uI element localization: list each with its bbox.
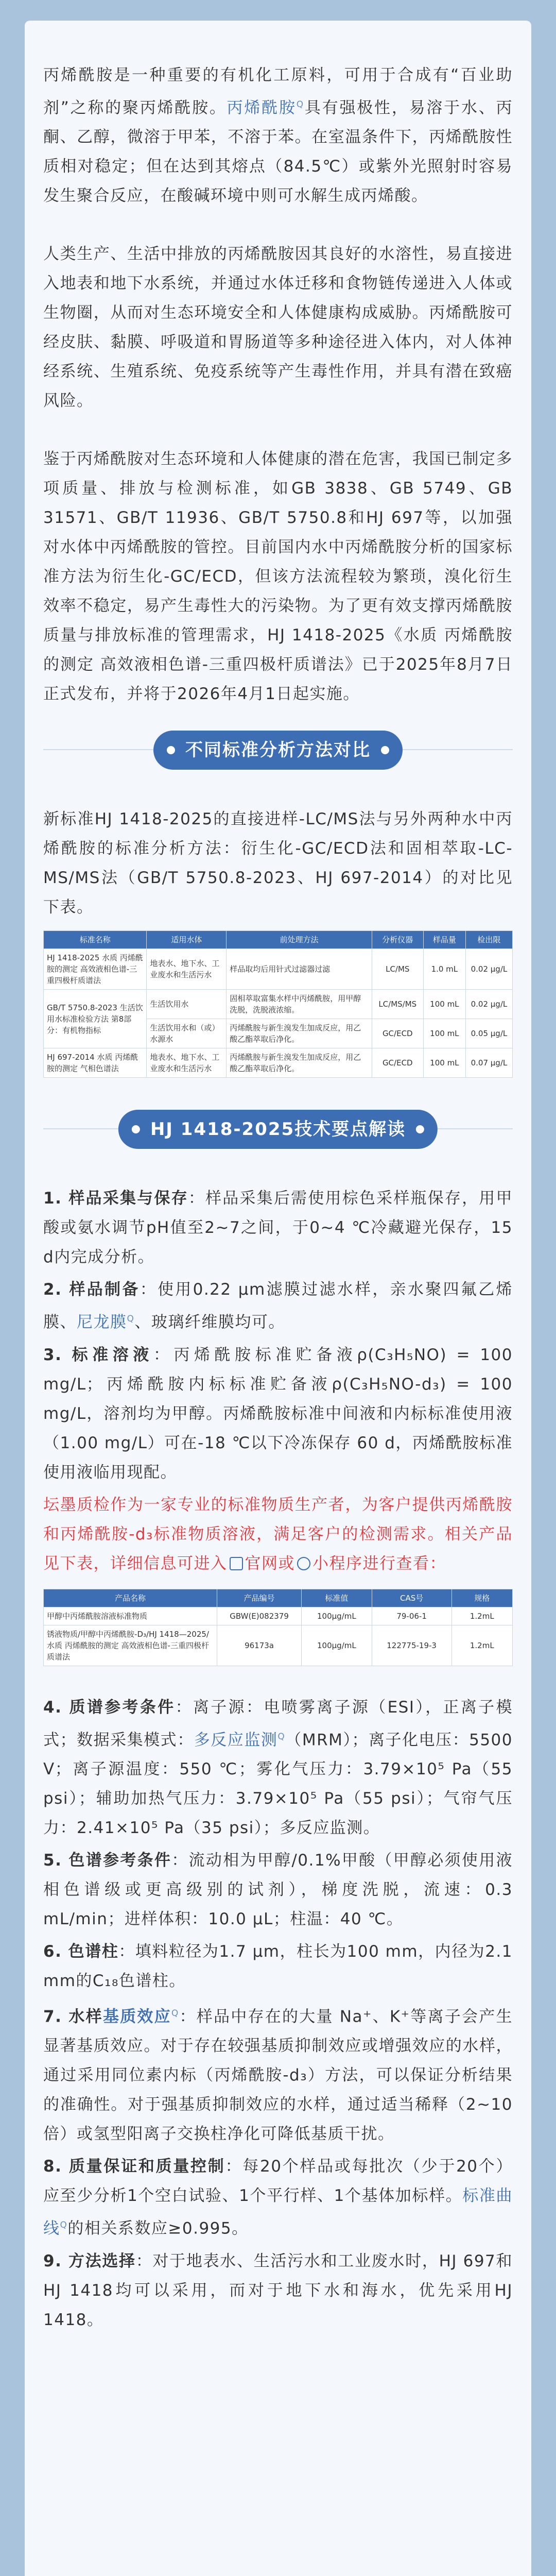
table-cell: GBW(E)082379 — [217, 1607, 302, 1625]
method-comparison-table — [43, 930, 513, 1078]
nylon-membrane-link[interactable]: 尼龙膜 — [77, 1313, 127, 1332]
table-cell: LC/MS — [372, 949, 423, 990]
table-row — [44, 990, 513, 1019]
table-row — [44, 949, 513, 990]
table-header-row — [44, 1589, 513, 1607]
table-row — [44, 1048, 513, 1078]
intro-paragraph-2: 人类生产、生活中排放的丙烯酰胺因其良好的水溶性，易直接进入地表和地下水系统，并通过水体迁移和食物链传递进入人体或生物圈，从而对生态环境安全和人体健康构成威胁。丙烯酰胺可经皮肤、黏膜、呼吸道和胃肠道等多种途径进入体内，对人体神经系统、生殖系统、免疫系统等产生毒性作用，并具有潜在致癌风险。 — [43, 245, 513, 411]
table-cell: 丙烯酰胺与新生溴发生加成反应，用乙酸乙酯萃取后净化。 — [227, 1019, 372, 1048]
product-table — [43, 1589, 513, 1666]
table-cell: 1.2mL — [451, 1625, 512, 1666]
mrm-link[interactable]: 多反应监测 — [194, 1730, 278, 1749]
section-title: 不同标准分析方法对比 — [153, 731, 403, 770]
table-cell: 样品取均后用针式过滤器过滤 — [227, 949, 372, 990]
search-icon: Q — [127, 1314, 135, 1325]
table-cell: GC/ECD — [372, 1019, 423, 1048]
table-cell: 丙烯酰胺与新生溴发生加成反应，用乙酸乙酯萃取后净化。 — [227, 1048, 372, 1078]
table-header: 标准名称 — [44, 931, 147, 949]
table-header: 分析仪器 — [372, 931, 423, 949]
point-qa-qc: 8. 质量保证和质量控制：每20个样品或每批次（少于20个）应至少分析1个空白试验、1个平行样、1个基体加标样。标准曲线$^Q$的相关系数应≥0.995。 — [43, 2157, 513, 2238]
point-sample-collection: 1. 样品采集与保存：样品采集后需使用棕色采样瓶保存，用甲酸或氨水调节pH值至2~7之间，于0~4 ℃冷藏避光保存，15 d内完成分析。 — [43, 1189, 513, 1267]
table-header: 前处理方法 — [227, 931, 372, 949]
table-header: 检出限 — [465, 931, 512, 949]
table-cell: HJ 697-2014 水质 丙烯酰胺的测定 气相色谱法 — [44, 1048, 147, 1078]
table-cell: 100μg/mL — [302, 1607, 372, 1625]
section-header-2 — [43, 1098, 513, 1160]
table-cell: 100 mL — [423, 1048, 465, 1078]
table-header: 产品名称 — [44, 1589, 217, 1607]
table-cell: 0.02 μg/L — [465, 990, 512, 1019]
section-header-1 — [43, 719, 513, 781]
section-title: HJ 1418-2025技术要点解读 — [118, 1110, 438, 1149]
table-cell: 地表水、地下水、工业废水和生活污水 — [147, 949, 227, 990]
table-header: CAS号 — [372, 1589, 451, 1607]
intro-paragraph-3: 鉴于丙烯酰胺对生态环境和人体健康的潜在危害，我国已制定多项质量、排放与检测标准，如GB 3838、GB 5749、GB 31571、GB/T 11936、GB/T 5750.8和HJ 697等，以加强对水体中丙烯酰胺的管控。目前国内水中丙烯酰胺分析的国家标准方法为衍生化-GC/ECD，但该方法流程较为繁琐，溴化衍生效率不稳定，易产生毒性大的污染物。为了更有效支撑丙烯酰胺质量与排放标准的管理需求，HJ 1418-2025《水质 丙烯酰胺的测定 高效液相色谱-三重四极杆质谱法》已于2025年8月7日正式发布，并将于2026年4月1日起实施。 — [43, 450, 513, 704]
mini-program-icon[interactable] — [297, 1557, 310, 1570]
table-cell: 100 mL — [423, 990, 465, 1019]
table-cell: 1.0 mL — [423, 949, 465, 990]
table-cell: 生活饮用水和（或）水源水 — [147, 1019, 227, 1048]
table-header: 适用水体 — [147, 931, 227, 949]
table-header-row — [44, 931, 513, 949]
table-header: 产品编号 — [217, 1589, 302, 1607]
search-icon: Q — [171, 2008, 179, 2019]
table-cell: 0.05 μg/L — [465, 1019, 512, 1048]
table-cell: GC/ECD — [372, 1048, 423, 1078]
search-icon: Q — [277, 1731, 286, 1742]
table-row — [44, 1625, 513, 1666]
table-header: 标准值 — [302, 1589, 372, 1607]
table-cell: 固相萃取富集水样中丙烯酰胺，用甲醇洗脱，洗脱液浓缩。 — [227, 990, 372, 1019]
table-cell: HJ 1418-2025 水质 丙烯酰胺的测定 高效液相色谱-三重四极杆质谱法 — [44, 949, 147, 990]
table-cell: 96173a — [217, 1625, 302, 1666]
table-cell: GB/T 5750.8-2023 生活饮用水标准检验方法 第8部分：有机物指标 — [44, 990, 147, 1048]
section1-intro: 新标准HJ 1418-2025的直接进样-LC/MS法与另外两种水中丙烯酰胺的标准分析方法：衍生化-GC/ECD法和固相萃取-LC-MS/MS法（GB/T 5750.8-2023、HJ 697-2014）的对比见下表。 — [43, 810, 513, 917]
intro-paragraph-1: 丙烯酰胺是一种重要的有机化工原料，可用于合成有“百业助剂”之称的聚丙烯酰胺。丙烯酰胺$^Q$具有强极性，易溶于水、丙酮、乙醇，微溶于甲苯，不溶于苯。在室温条件下，丙烯酰胺性质相对稳定；但在达到其熔点（84.5℃）或紫外光照射时容易发生聚合反应，在酸碱环境中则可水解生成丙烯酸。 — [43, 66, 513, 206]
promo-paragraph: 坛墨质检作为一家专业的标准物质生产者，为客户提供丙烯酰胺和丙烯酰胺-d₃标准物质溶液，满足客户的检测需求。相关产品见下表，详细信息可进入 官网或 小程序进行查看： — [43, 1495, 513, 1573]
table-row — [44, 1607, 513, 1625]
search-icon: Q — [60, 2220, 68, 2231]
table-cell: 122775-19-3 — [372, 1625, 451, 1666]
point-method-selection: 9. 方法选择：对于地表水、生活污水和工业废水时，HJ 697和HJ 1418均可以采用，而对于地下水和海水，优先采用HJ 1418。 — [43, 2251, 513, 2329]
table-cell: 100μg/mL — [302, 1625, 372, 1666]
table-cell: 锈液物质/甲醇中丙烯酰胺-D₃/HJ 1418—2025/水质 丙烯酰胺的测定 高效液相色谱-三重四极杆质谱法 — [44, 1625, 217, 1666]
matrix-effect-link[interactable]: 基质效应 — [102, 2007, 171, 2026]
table-cell: 0.07 μg/L — [465, 1048, 512, 1078]
point-matrix-effect: 7. 水样基质效应$^Q$：样品中存在的大量 Na⁺、K⁺等离子会产生显著基质效应。对于存在较强基质抑制效应或增强效应的水样，通过采用同位素内标（丙烯酰胺-d₃）方法，可以保证分析结果的准确性。对于强基质抑制效应的水样，通过适当稀释（2~10 倍）或氢型阳离子交换柱净化可降低基质干扰。 — [43, 2007, 513, 2144]
table-cell: 1.2mL — [451, 1607, 512, 1625]
article-content — [43, 61, 513, 2338]
table-header: 规格 — [451, 1589, 512, 1607]
point-ms-conditions: 4. 质谱参考条件：离子源：电喷雾离子源（ESI），正离子模式；数据采集模式：多反应监测$^Q$（MRM）；离子化电压：5500 V；离子源温度：550 ℃；雾化气压力：3.79×10⁵ Pa（55 psi）；辅助加热气压力：3.79×10⁵ Pa（55 psi）；气帘气压力：2.41×10⁵ Pa（35 psi）；多反应监测。 — [43, 1698, 513, 1837]
table-cell: 0.02 μg/L — [465, 949, 512, 990]
point-sample-preparation: 2. 样品制备：使用0.22 μm滤膜过滤水样，亲水聚四氟乙烯膜、尼龙膜$^Q$、玻璃纤维膜均可。 — [43, 1280, 513, 1332]
table-cell: 生活饮用水 — [147, 990, 227, 1019]
point-lc-conditions: 5. 色谱参考条件：流动相为甲醇/0.1%甲酸（甲醇必须使用液相色谱级或更高级别的试剂），梯度洗脱，流速：0.3 mL/min；进样体积：10.0 μL；柱温：40 ℃。 — [43, 1851, 513, 1928]
table-cell: 79-06-1 — [372, 1607, 451, 1625]
table-cell: LC/MS/MS — [372, 990, 423, 1019]
table-cell: 甲醇中丙烯酰胺溶液标准物质 — [44, 1607, 217, 1625]
point-standard-solution: 3. 标准溶液：丙烯酰胺标准贮备液ρ(C₃H₅NO) = 100 mg/L；丙烯酰胺内标标准贮备液ρ(C₃H₅NO-d₃) = 100 mg/L，溶剂均为甲醇。丙烯酰胺标准中间液和内标标准使用液（1.00 mg/L）可在-18 ℃以下冷冻保存 60 d，丙烯酰胺标准使用液临用现配。 — [43, 1345, 513, 1482]
table-header: 样品量 — [423, 931, 465, 949]
point-column: 6. 色谱柱：填料粒径为1.7 μm，柱长为100 mm，内径为2.1 mm的C₁₈色谱柱。 — [43, 1942, 513, 1990]
calibration-curve-link[interactable]: 标准曲线 — [43, 2187, 513, 2238]
website-icon[interactable] — [230, 1557, 243, 1570]
table-cell: 100 mL — [423, 1019, 465, 1048]
search-icon: Q — [296, 99, 304, 110]
table-cell: 地表水、地下水、工业废水和生活污水 — [147, 1048, 227, 1078]
acrylamide-link[interactable]: 丙烯酰胺 — [227, 98, 297, 117]
